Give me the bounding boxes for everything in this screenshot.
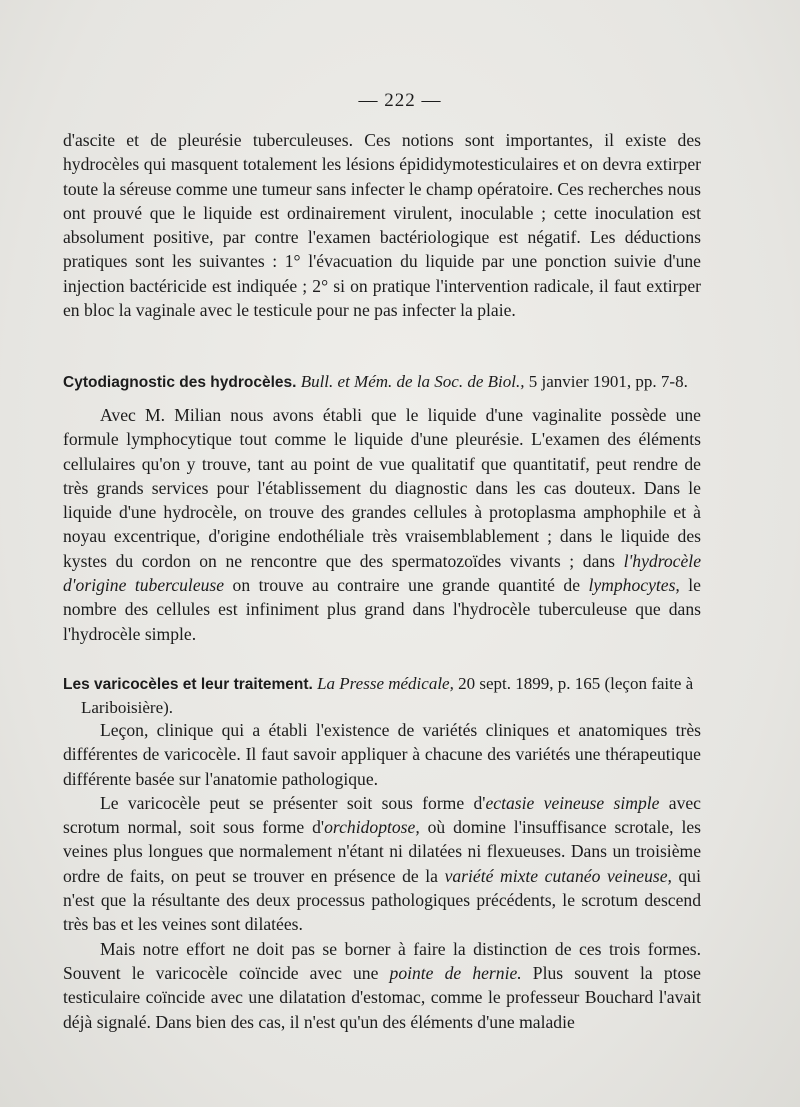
text-run: on trouve au contraire une grande quantité de bbox=[224, 575, 589, 596]
entry-title: Cytodiagnostic des hydrocèles. bbox=[63, 374, 297, 391]
text-run: qui n'est que la résultante des deux processus pathologiques précédents, le scrotum descend très bas et les veines sont dilatées. bbox=[63, 865, 701, 935]
page-number: — 222 — bbox=[358, 90, 442, 111]
text-run: où domine l'insuffisance scrotale, les veines plus longues que normalement n'étant ni dilatées ni flexueuses. Dans un troisième ordre de faits, on peut se trouver en présence de la bbox=[63, 817, 701, 886]
italic-term: l'hydrocèle d'origine tuberculeuse bbox=[63, 550, 701, 596]
entry-title: Les varicocèles et leur traitement. bbox=[63, 676, 313, 693]
intro-paragraph-block bbox=[63, 128, 701, 322]
body-paragraph bbox=[63, 791, 701, 937]
entry-heading-cytodiagnostic bbox=[63, 370, 721, 394]
italic-term: pointe de hernie. bbox=[389, 962, 522, 983]
text-run: le nombre des cellules est infiniment plus grand dans l'hydrocèle tuberculeuse que dans l'hydrocèle simple. bbox=[63, 575, 701, 644]
varicoceles-body bbox=[63, 718, 701, 1034]
cytodiagnostic-body bbox=[63, 403, 701, 646]
text-run: Plus souvent la ptose testiculaire coïncide avec une dilatation d'estomac, comme le professeur Bouchard l'avait déjà signalé. Dans bien des cas, il n'est qu'un des éléments d'une maladie bbox=[63, 962, 701, 1032]
intro-paragraph: d'ascite et de pleurésie tuberculeuses. Ces notions sont importantes, il existe des hydrocèles qui masquent totalement les lésions épididymotesticulaires et on devra extirper toute la séreuse comme une tumeur sans infecter le champ opératoire. Ces recherches nous ont prouvé que le liquide est ordinairement virulent, inoculable ; cette inoculation est absolument positive, par contre l'examen bactériologique est négatif. Les déductions pratiques sont les suivantes : 1° l'évacuation du liquide par une ponction suivie d'une injection bactéricide est indiquée ; 2° si on pratique l'intervention radicale, il faut extirper en bloc la vaginale avec le testicule pour ne pas infecter la plaie. bbox=[63, 130, 702, 321]
body-paragraph bbox=[63, 403, 701, 646]
text-run: avec scrotum normal, soit sous forme d' bbox=[63, 792, 701, 838]
italic-term: orchidoptose, bbox=[324, 817, 420, 838]
italic-term: variété mixte cutanéo veineuse, bbox=[444, 865, 672, 886]
text-run: Mais notre effort ne doit pas se borner à faire la distinction de ces trois formes. Souvent le varicocèle coïncide avec une bbox=[63, 938, 701, 983]
italic-term: ectasie veineuse simple bbox=[485, 792, 660, 813]
body-paragraph bbox=[63, 937, 701, 1034]
entry-source-journal: La Presse médicale, bbox=[317, 674, 454, 693]
text-run: Avec M. Milian nous avons établi que le liquide d'une vaginalite possède une formule lymphocytique tout comme le liquide d'une pleurésie. L'examen des éléments cellulaires qu'on y trouve, tant au point de vue qualitatif que quantitatif, peut rendre de très grands services pour l'établissement du diagnostic dans les cas douteux. Dans le liquide d'une hydrocèle, on trouve des grandes cellules à protoplasma amphophile et à noyau excentrique, d'origine endothéliale très vraisemblablement ; dans le liquide des kystes du cordon on ne rencontre que des spermatozoïdes vivants ; dans bbox=[63, 405, 701, 571]
body-paragraph: Leçon, clinique qui a établi l'existence de variétés cliniques et anatomiques très différentes de varicocèle. Il faut savoir appliquer à chacune des variétés une thérapeutique différente basée sur l'anatomie pathologique. bbox=[63, 720, 701, 789]
text-run: Le varicocèle peut se présenter soit sous forme d' bbox=[100, 792, 486, 813]
italic-term: lymphocytes, bbox=[588, 575, 680, 596]
entry-heading-varicoceles bbox=[63, 672, 721, 719]
entry-source-date: 5 janvier 1901, pp. 7-8. bbox=[524, 372, 688, 391]
entry-source-journal: Bull. et Mém. de la Soc. de Biol., bbox=[300, 372, 525, 391]
entry-source-date: 20 sept. 1899, p. 165 (leçon faite à Lariboisière). bbox=[81, 674, 694, 717]
